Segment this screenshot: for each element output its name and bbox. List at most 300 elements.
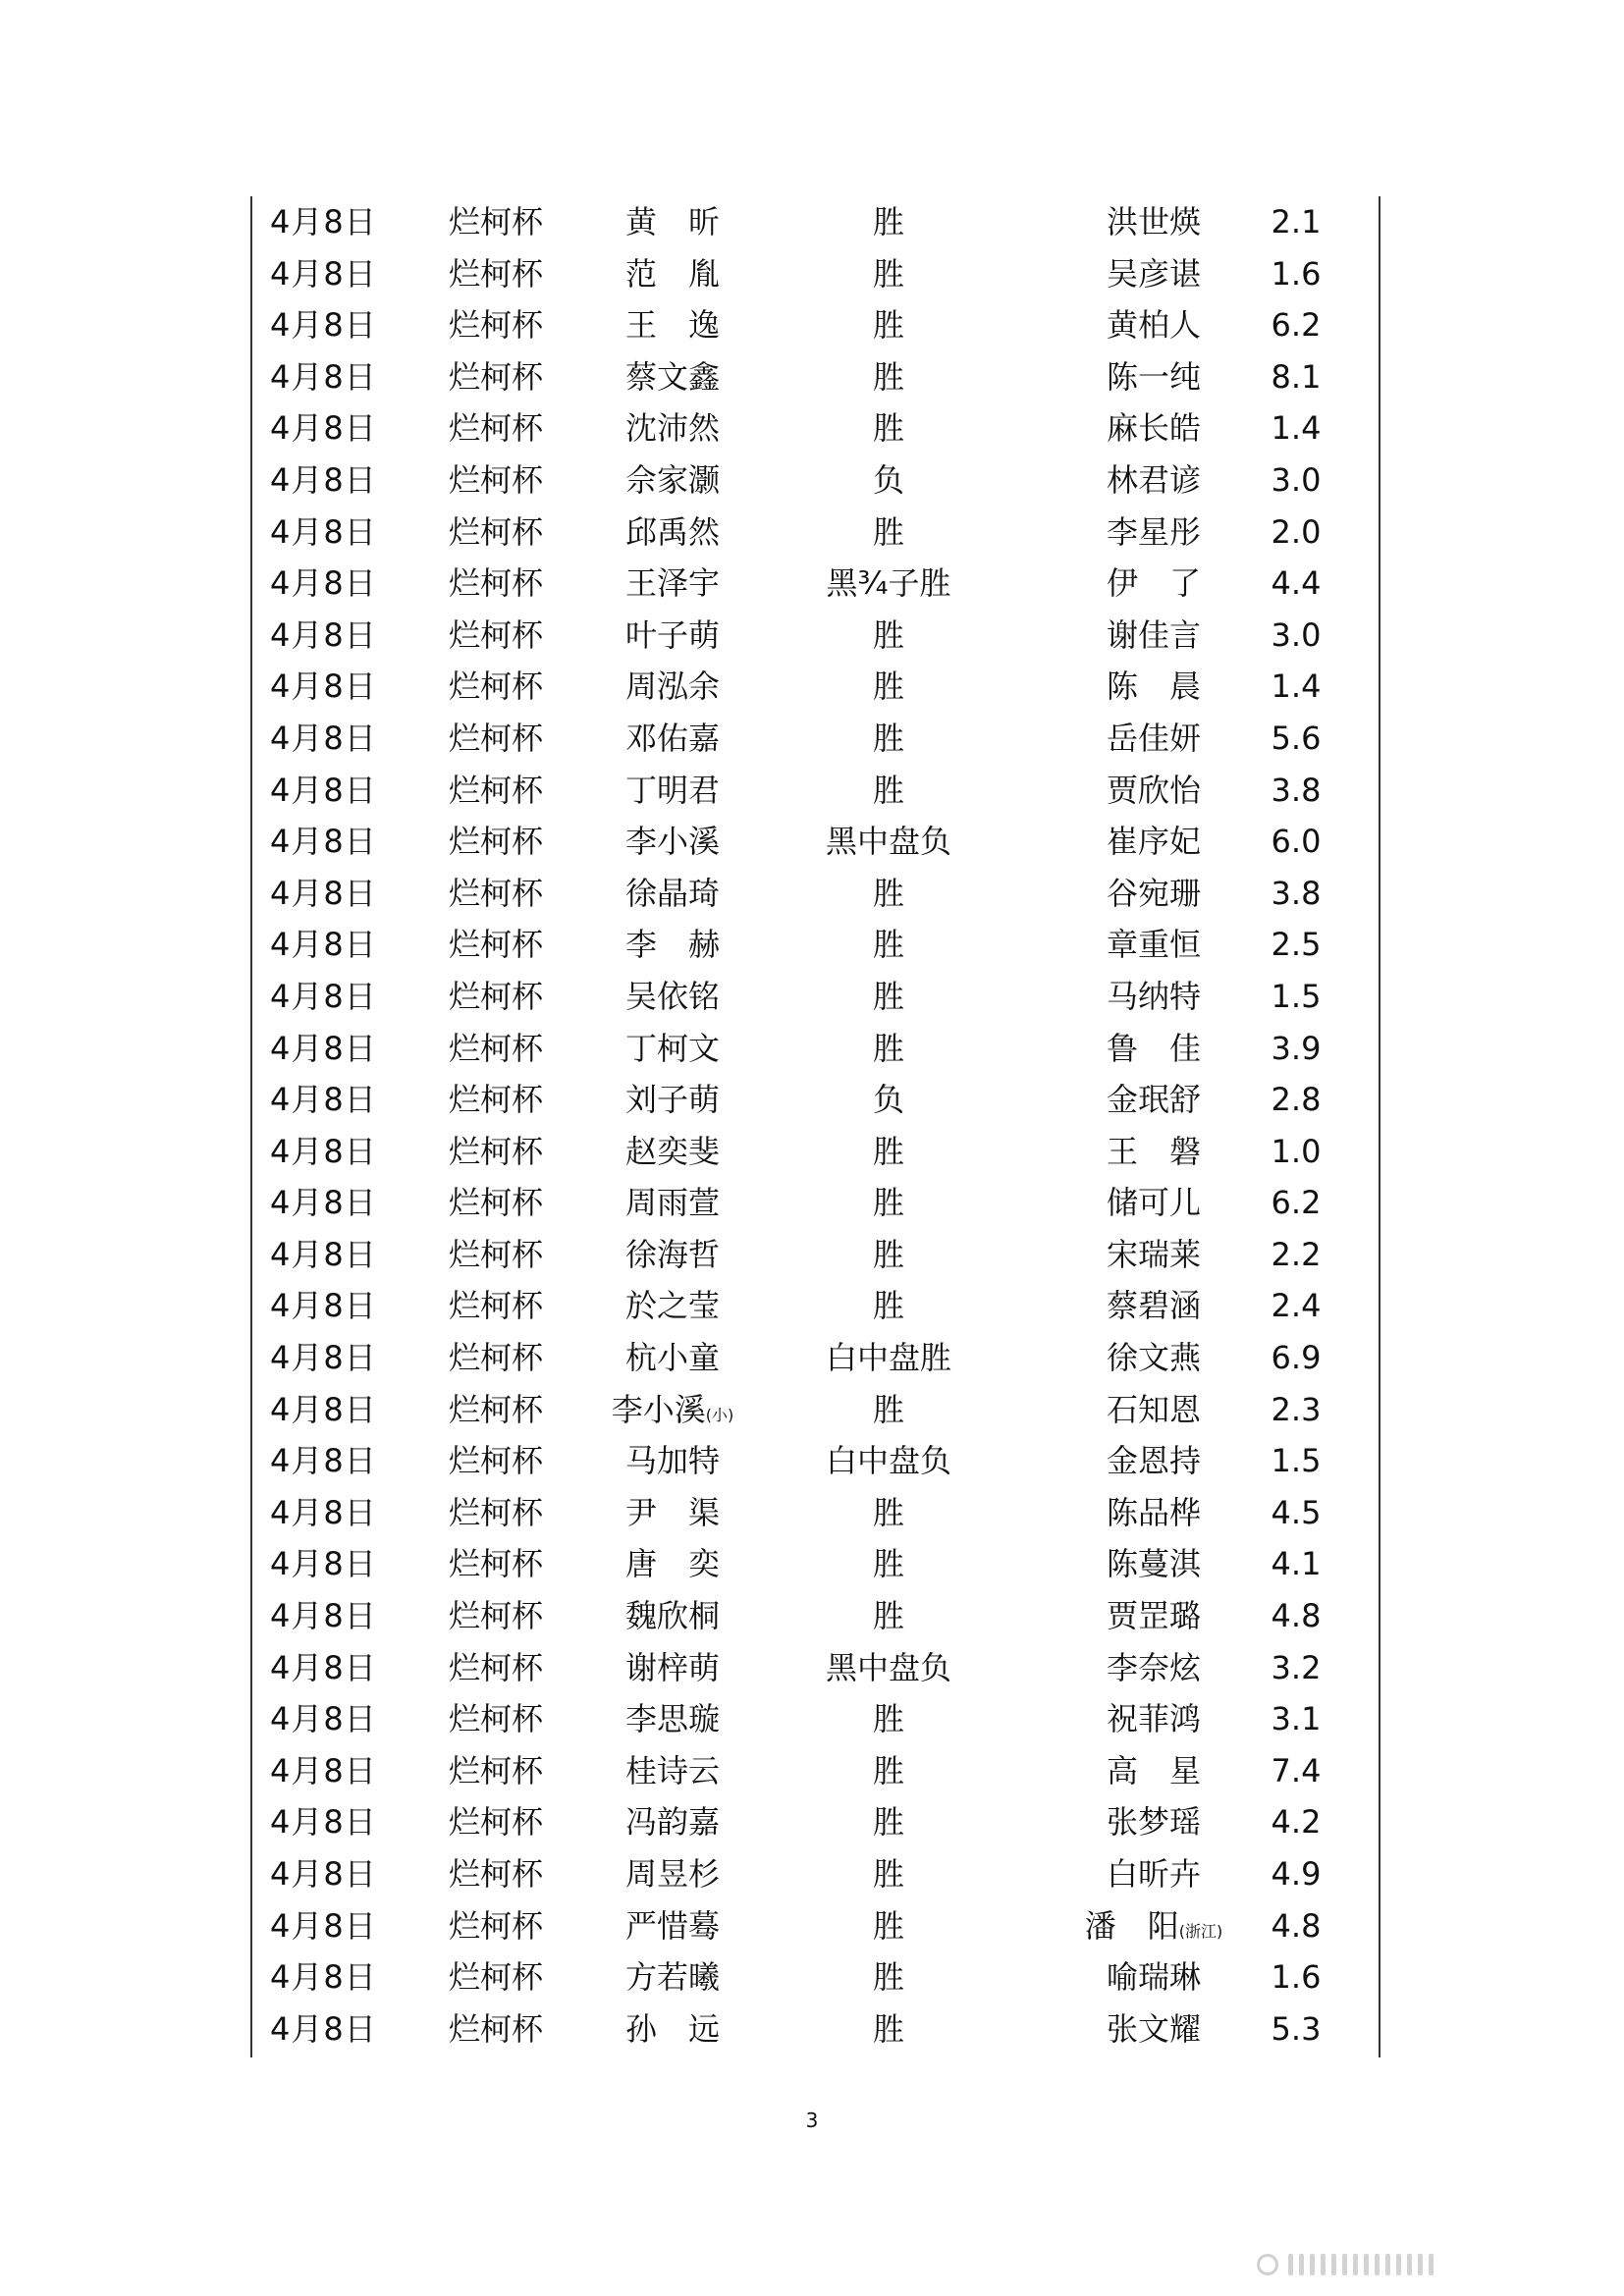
result-cell: [781, 2003, 997, 2056]
event-cell: [447, 661, 545, 713]
date-cell: [270, 351, 377, 403]
date-cell-text: 4月8日: [270, 1184, 377, 1222]
score-cell: [1252, 299, 1340, 351]
result-cell: [781, 1900, 997, 1952]
player1-cell-text: 杭小童: [624, 1339, 720, 1377]
date-cell-text: 4月8日: [270, 306, 377, 345]
player1-cell-text: 谢梓萌: [624, 1648, 720, 1686]
result-cell: [781, 816, 997, 868]
result-cell: [781, 1848, 997, 1900]
player2-cell-text: 宋瑞莱: [1106, 1235, 1201, 1273]
table-row: [250, 610, 1380, 662]
player1-cell: [604, 1074, 741, 1126]
event-cell: [447, 1332, 545, 1384]
date-cell-text: 4月8日: [270, 564, 377, 603]
player2-cell-text: 潘 阳: [1084, 1906, 1179, 1945]
table-row: [250, 299, 1380, 351]
result-cell: [781, 454, 997, 507]
date-cell: [270, 1796, 377, 1848]
score-cell: [1252, 1745, 1340, 1797]
player2-cell: [1056, 661, 1252, 713]
event-cell-text: 烂柯杯: [448, 254, 543, 293]
player2-cell: [1056, 765, 1252, 817]
table-row: [250, 402, 1380, 454]
player2-cell-text: 陈一纯: [1106, 357, 1201, 396]
player2-cell: [1056, 1023, 1252, 1075]
player2-cell: [1056, 1951, 1252, 2003]
date-cell-text: 4月8日: [270, 719, 377, 757]
event-cell-text: 烂柯杯: [448, 1545, 543, 1583]
player2-cell-text: 吴彦谌: [1106, 254, 1201, 293]
event-cell-text: 烂柯杯: [448, 615, 543, 654]
date-cell-text: 4月8日: [270, 1493, 377, 1531]
score-cell-text: 4.4: [1271, 564, 1322, 603]
player2-cell: [1056, 816, 1252, 868]
score-cell-text: 7.4: [1271, 1751, 1322, 1789]
score-cell: [1252, 558, 1340, 610]
result-cell-text: 胜: [872, 1597, 904, 1635]
score-cell-text: 2.0: [1271, 512, 1322, 551]
result-cell-text: 胜: [872, 926, 904, 964]
score-cell-text: 5.3: [1271, 2009, 1322, 2048]
score-cell: [1252, 1177, 1340, 1229]
score-cell-text: 3.8: [1271, 874, 1322, 912]
result-cell: [781, 1074, 997, 1126]
date-cell: [270, 1848, 377, 1900]
event-cell-text: 烂柯杯: [448, 1493, 543, 1531]
date-cell-text: 4月8日: [270, 1235, 377, 1273]
player2-cell: [1056, 1126, 1252, 1178]
watermark-bar: [1342, 2254, 1347, 2275]
date-cell-text: 4月8日: [270, 254, 377, 293]
date-cell: [270, 816, 377, 868]
table-row: [250, 454, 1380, 507]
player1-cell: [604, 558, 741, 610]
result-cell: [781, 507, 997, 559]
score-cell: [1252, 402, 1340, 454]
player1-cell-text: 邱禹然: [624, 512, 720, 551]
player1-cell-text: 赵奕斐: [624, 1132, 720, 1170]
table-row: [250, 1126, 1380, 1178]
result-cell-text: 胜: [872, 1132, 904, 1170]
player1-cell-text: 唐 奕: [624, 1545, 720, 1583]
date-cell-text: 4月8日: [270, 1700, 377, 1738]
player1-cell: [604, 507, 741, 559]
result-cell-text: 胜: [872, 771, 904, 809]
player1-cell-note: (小): [705, 1405, 734, 1424]
watermark-bar: [1353, 2254, 1358, 2275]
player1-cell: [604, 1538, 741, 1590]
score-cell-text: 4.8: [1271, 1906, 1322, 1945]
result-cell: [781, 351, 997, 403]
result-cell-text: 黑中盘负: [825, 823, 951, 861]
watermark-bar: [1310, 2254, 1315, 2275]
score-cell: [1252, 1435, 1340, 1487]
player1-cell: [604, 816, 741, 868]
result-cell-text: 胜: [872, 254, 904, 293]
player1-cell-text: 邓佑嘉: [624, 719, 720, 757]
date-cell: [270, 1951, 377, 2003]
player1-cell-text: 李思璇: [624, 1700, 720, 1738]
event-cell: [447, 1435, 545, 1487]
date-cell: [270, 1693, 377, 1745]
result-cell: [781, 1332, 997, 1384]
player2-cell: [1056, 1229, 1252, 1281]
score-cell-text: 1.4: [1271, 667, 1322, 706]
player1-cell: [604, 1229, 741, 1281]
date-cell: [270, 919, 377, 971]
player1-cell-text: 李 赫: [624, 926, 720, 964]
player1-cell-text: 尹 渠: [624, 1493, 720, 1531]
score-cell-text: 6.9: [1271, 1339, 1322, 1377]
score-cell: [1252, 1693, 1340, 1745]
player2-cell: [1056, 1177, 1252, 1229]
player2-cell-text: 李奈炫: [1106, 1648, 1201, 1686]
score-cell: [1252, 2003, 1340, 2056]
result-cell-text: 胜: [872, 2009, 904, 2048]
table-row: [250, 971, 1380, 1023]
watermark: [1257, 2252, 1571, 2277]
score-cell: [1252, 1126, 1340, 1178]
event-cell-text: 烂柯杯: [448, 1803, 543, 1842]
player2-cell: [1056, 1848, 1252, 1900]
event-cell-text: 烂柯杯: [448, 1081, 543, 1119]
score-cell: [1252, 1642, 1340, 1694]
date-cell-text: 4月8日: [270, 1751, 377, 1789]
score-cell: [1252, 816, 1340, 868]
player1-cell: [604, 1693, 741, 1745]
player1-cell: [604, 1177, 741, 1229]
result-cell: [781, 1590, 997, 1642]
table-row: [250, 1745, 1380, 1797]
table-row: [250, 248, 1380, 300]
player1-cell-text: 沈沛然: [624, 409, 720, 448]
event-cell-text: 烂柯杯: [448, 1132, 543, 1170]
score-cell: [1252, 661, 1340, 713]
result-cell-text: 胜: [872, 667, 904, 706]
player2-cell: [1056, 402, 1252, 454]
player2-cell-text: 张文耀: [1106, 2009, 1201, 2048]
date-cell-text: 4月8日: [270, 1597, 377, 1635]
event-cell-text: 烂柯杯: [448, 719, 543, 757]
date-cell: [270, 1074, 377, 1126]
score-cell-text: 8.1: [1271, 357, 1322, 396]
player2-cell-text: 陈 晨: [1106, 667, 1201, 706]
date-cell-text: 4月8日: [270, 823, 377, 861]
player1-cell-text: 孙 远: [624, 2009, 720, 2048]
watermark-bar: [1364, 2254, 1369, 2275]
date-cell-text: 4月8日: [270, 1029, 377, 1067]
event-cell-text: 烂柯杯: [448, 667, 543, 706]
date-cell: [270, 713, 377, 765]
result-cell-text: 胜: [872, 615, 904, 654]
result-cell: [781, 868, 997, 920]
score-cell-text: 3.9: [1271, 1029, 1322, 1067]
event-cell: [447, 1796, 545, 1848]
result-cell-text: 胜: [872, 719, 904, 757]
event-cell-text: 烂柯杯: [448, 823, 543, 861]
result-cell-text: 胜: [872, 1803, 904, 1842]
player2-cell-text: 黄柏人: [1106, 306, 1201, 345]
player1-cell-text: 周雨萱: [624, 1184, 720, 1222]
player2-cell: [1056, 1642, 1252, 1694]
table-row: [250, 1074, 1380, 1126]
result-cell: [781, 610, 997, 662]
event-cell: [447, 919, 545, 971]
player2-cell: [1056, 1590, 1252, 1642]
player1-cell-text: 丁柯文: [624, 1029, 720, 1067]
player1-cell: [604, 1487, 741, 1539]
date-cell: [270, 454, 377, 507]
player2-cell: [1056, 868, 1252, 920]
event-cell-text: 烂柯杯: [448, 409, 543, 448]
watermark-bar: [1321, 2254, 1326, 2275]
player2-cell: [1056, 1538, 1252, 1590]
event-cell: [447, 196, 545, 248]
date-cell: [270, 402, 377, 454]
event-cell: [447, 1487, 545, 1539]
player2-cell: [1056, 1074, 1252, 1126]
date-cell: [270, 1126, 377, 1178]
result-cell-text: 黑中盘负: [825, 1648, 951, 1686]
result-cell-text: 胜: [872, 203, 904, 240]
date-cell-text: 4月8日: [270, 1390, 377, 1428]
date-cell-text: 4月8日: [270, 1855, 377, 1893]
date-cell: [270, 1229, 377, 1281]
score-cell: [1252, 1538, 1340, 1590]
event-cell-text: 烂柯杯: [448, 203, 543, 240]
score-cell-text: 1.0: [1271, 1132, 1322, 1170]
player2-cell-text: 鲁 佳: [1106, 1029, 1201, 1067]
result-cell: [781, 765, 997, 817]
date-cell-text: 4月8日: [270, 357, 377, 396]
table-row: [250, 1384, 1380, 1436]
watermark-bar: [1288, 2254, 1293, 2275]
player1-cell: [604, 2003, 741, 2056]
date-cell: [270, 1023, 377, 1075]
date-cell: [270, 1177, 377, 1229]
date-cell: [270, 610, 377, 662]
player2-cell-text: 高 星: [1106, 1751, 1201, 1789]
date-cell-text: 4月8日: [270, 1958, 377, 1997]
result-cell: [781, 1487, 997, 1539]
event-cell: [447, 1642, 545, 1694]
table-row: [250, 1229, 1380, 1281]
date-cell-text: 4月8日: [270, 409, 377, 448]
player2-cell-text: 陈品桦: [1106, 1493, 1201, 1531]
player2-cell-text: 马纳特: [1106, 977, 1201, 1015]
player2-cell-text: 喻瑞琳: [1106, 1958, 1201, 1997]
result-cell-text: 胜: [872, 977, 904, 1015]
player2-cell-text: 金恩持: [1106, 1442, 1201, 1480]
player1-cell: [604, 1435, 741, 1487]
player1-cell: [604, 1280, 741, 1332]
player1-cell-text: 马加特: [624, 1442, 720, 1480]
event-cell: [447, 1229, 545, 1281]
date-cell: [270, 1435, 377, 1487]
date-cell-text: 4月8日: [270, 977, 377, 1015]
table-row: [250, 1280, 1380, 1332]
result-cell-text: 负: [872, 460, 904, 499]
event-cell: [447, 1074, 545, 1126]
result-cell-text: 胜: [872, 1287, 904, 1325]
event-cell-text: 烂柯杯: [448, 1958, 543, 1997]
date-cell: [270, 1642, 377, 1694]
date-cell: [270, 2003, 377, 2056]
player2-cell: [1056, 713, 1252, 765]
player2-cell: [1056, 351, 1252, 403]
player2-cell-text: 白昕卉: [1106, 1855, 1201, 1893]
event-cell-text: 烂柯杯: [448, 874, 543, 912]
player1-cell-text: 徐海哲: [624, 1235, 720, 1273]
score-cell-text: 1.4: [1271, 409, 1322, 448]
event-cell: [447, 868, 545, 920]
event-cell: [447, 1177, 545, 1229]
table-row: [250, 196, 1380, 248]
score-cell: [1252, 1023, 1340, 1075]
watermark-bar: [1407, 2254, 1412, 2275]
date-cell: [270, 1900, 377, 1952]
table-row: [250, 1900, 1380, 1952]
result-cell-text: 胜: [872, 409, 904, 448]
score-cell-text: 2.1: [1271, 203, 1322, 240]
event-cell-text: 烂柯杯: [448, 1906, 543, 1945]
result-cell-text: 胜: [872, 1545, 904, 1583]
score-cell-text: 2.2: [1271, 1235, 1322, 1273]
table-row: [250, 1693, 1380, 1745]
table-row: [250, 1848, 1380, 1900]
event-cell-text: 烂柯杯: [448, 1287, 543, 1325]
event-cell-text: 烂柯杯: [448, 977, 543, 1015]
player1-cell: [604, 454, 741, 507]
player1-cell-text: 王 逸: [624, 306, 720, 345]
date-cell: [270, 1745, 377, 1797]
score-cell-text: 3.2: [1271, 1648, 1322, 1686]
score-cell: [1252, 507, 1340, 559]
event-cell: [447, 299, 545, 351]
result-cell: [781, 1280, 997, 1332]
result-cell-text: 胜: [872, 1235, 904, 1273]
score-cell-text: 3.8: [1271, 771, 1322, 809]
result-cell-text: 胜: [872, 357, 904, 396]
event-cell-text: 烂柯杯: [448, 1184, 543, 1222]
score-cell: [1252, 1848, 1340, 1900]
result-cell: [781, 919, 997, 971]
result-cell: [781, 1642, 997, 1694]
player2-cell-text: 伊 了: [1106, 564, 1201, 603]
player1-cell: [604, 1332, 741, 1384]
table-row: [250, 507, 1380, 559]
player1-cell: [604, 971, 741, 1023]
player1-cell-text: 桂诗云: [624, 1751, 720, 1789]
player1-cell-text: 魏欣桐: [624, 1597, 720, 1635]
player2-cell: [1056, 507, 1252, 559]
date-cell: [270, 196, 377, 248]
event-cell-text: 烂柯杯: [448, 512, 543, 551]
result-cell: [781, 1796, 997, 1848]
player1-cell: [604, 248, 741, 300]
event-cell-text: 烂柯杯: [448, 1597, 543, 1635]
table-row: [250, 713, 1380, 765]
player2-cell-text: 崔序妃: [1106, 823, 1201, 861]
score-cell-text: 1.6: [1271, 1958, 1322, 1997]
player1-cell: [604, 196, 741, 248]
player1-cell-text: 黄 昕: [624, 203, 720, 240]
event-cell: [447, 1693, 545, 1745]
score-cell-text: 3.1: [1271, 1700, 1322, 1738]
player1-cell-text: 范 胤: [624, 254, 720, 293]
player1-cell-text: 王泽宇: [624, 564, 720, 603]
table-row: [250, 765, 1380, 817]
result-cell: [781, 1229, 997, 1281]
event-cell: [447, 816, 545, 868]
result-cell-text: 负: [872, 1081, 904, 1119]
table-row: [250, 1951, 1380, 2003]
player1-cell-text: 周昱杉: [624, 1855, 720, 1893]
watermark-bar: [1396, 2254, 1401, 2275]
result-cell: [781, 196, 997, 248]
event-cell-text: 烂柯杯: [448, 357, 543, 396]
player1-cell-text: 冯韵嘉: [624, 1803, 720, 1842]
player2-cell: [1056, 610, 1252, 662]
table-row: [250, 1023, 1380, 1075]
player2-cell: [1056, 1332, 1252, 1384]
score-cell: [1252, 765, 1340, 817]
score-cell: [1252, 1229, 1340, 1281]
result-cell: [781, 1023, 997, 1075]
result-cell-text: 胜: [872, 1184, 904, 1222]
table-row: [250, 1435, 1380, 1487]
result-cell-text: 胜: [872, 306, 904, 345]
player2-cell-text: 麻长皓: [1106, 409, 1201, 448]
score-cell: [1252, 610, 1340, 662]
result-cell-text: 白中盘胜: [825, 1339, 951, 1377]
score-cell: [1252, 351, 1340, 403]
player2-cell: [1056, 971, 1252, 1023]
watermark-bar: [1331, 2254, 1336, 2275]
score-cell: [1252, 1951, 1340, 2003]
event-cell-text: 烂柯杯: [448, 564, 543, 603]
date-cell: [270, 558, 377, 610]
event-cell-text: 烂柯杯: [448, 1029, 543, 1067]
date-cell: [270, 1332, 377, 1384]
player1-cell: [604, 919, 741, 971]
score-cell-text: 4.9: [1271, 1855, 1322, 1893]
player1-cell: [604, 1848, 741, 1900]
watermark-bar: [1418, 2254, 1423, 2275]
score-cell-text: 6.0: [1271, 823, 1322, 861]
event-cell: [447, 507, 545, 559]
player1-cell-text: 徐晶琦: [624, 874, 720, 912]
date-cell-text: 4月8日: [270, 874, 377, 912]
watermark-bars-icon: [1288, 2254, 1434, 2275]
score-cell: [1252, 1796, 1340, 1848]
table-row: [250, 919, 1380, 971]
player1-cell: [604, 1745, 741, 1797]
player2-cell-text: 蔡碧涵: [1106, 1287, 1201, 1325]
score-cell-text: 2.3: [1271, 1390, 1322, 1428]
player2-cell-text: 王 磐: [1106, 1132, 1201, 1170]
score-cell-text: 3.0: [1271, 460, 1322, 499]
event-cell: [447, 971, 545, 1023]
score-cell: [1252, 1487, 1340, 1539]
date-cell: [270, 1384, 377, 1436]
player2-cell: [1056, 1384, 1252, 1436]
table-row: [250, 1642, 1380, 1694]
player1-cell: [604, 299, 741, 351]
result-cell: [781, 1435, 997, 1487]
player2-cell: [1056, 1487, 1252, 1539]
